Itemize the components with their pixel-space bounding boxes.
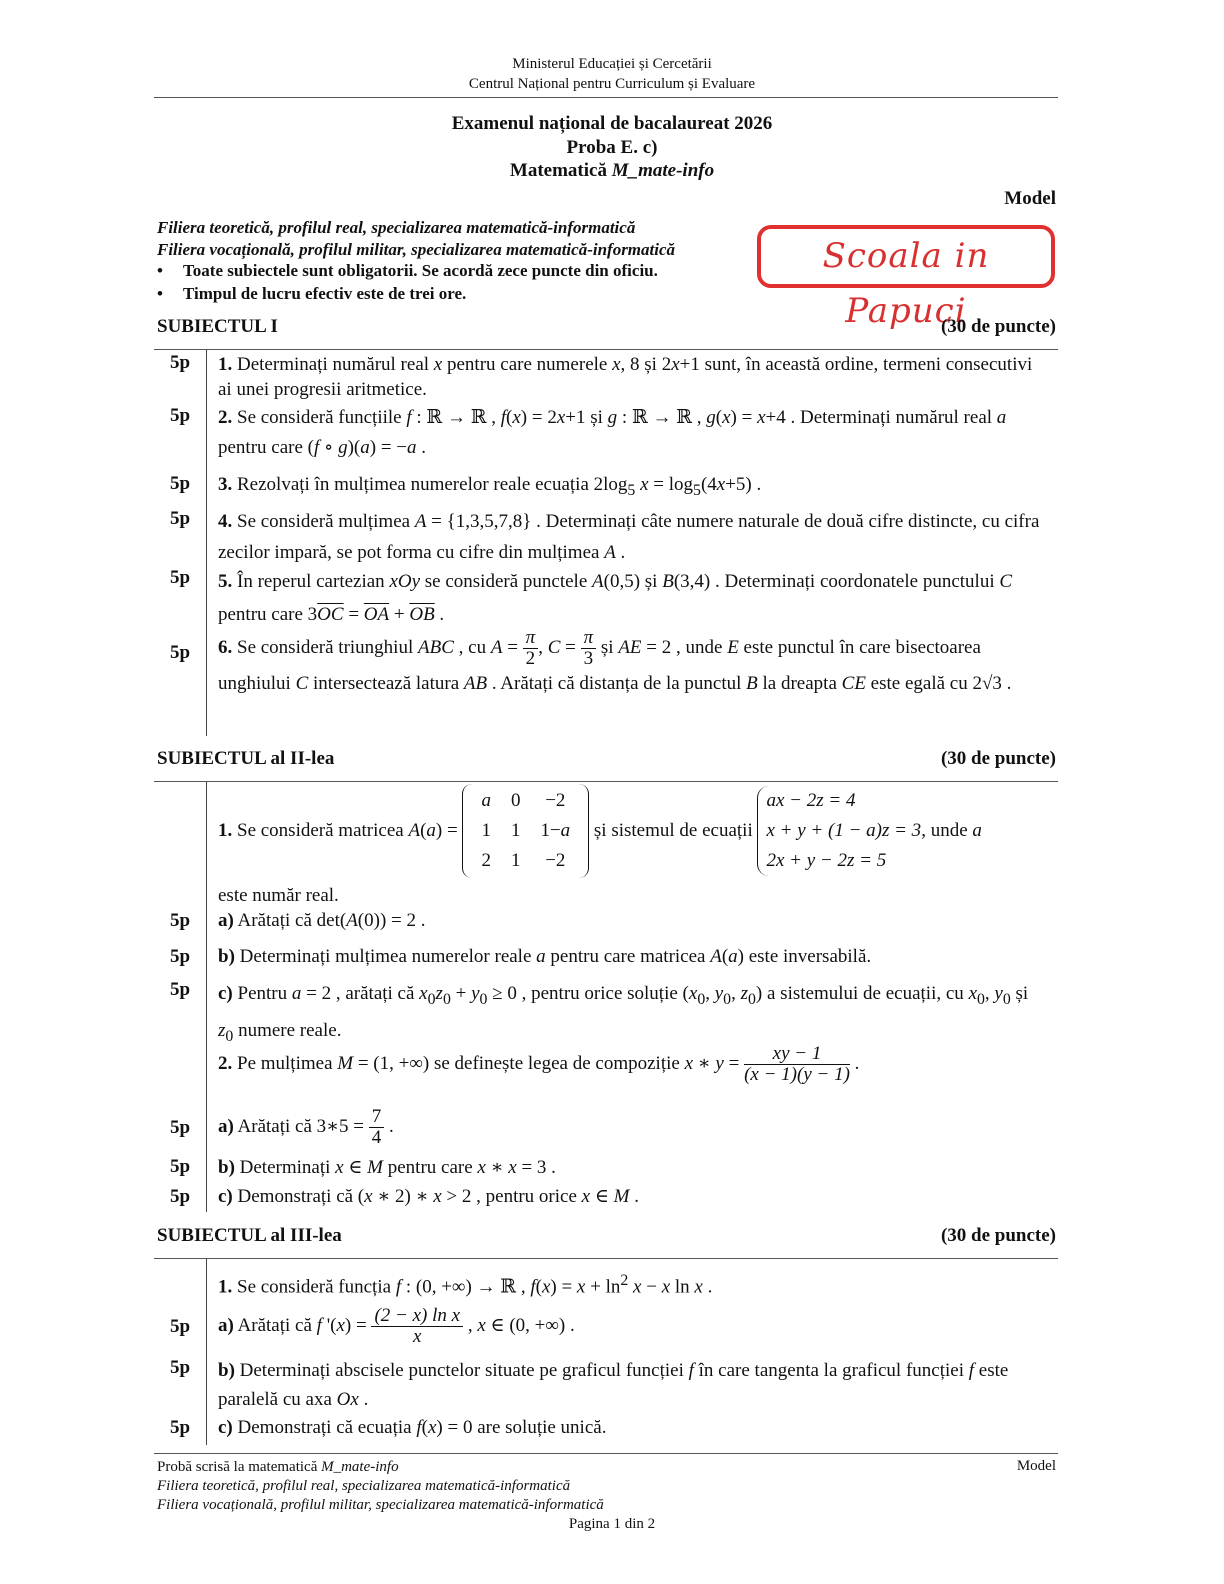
question-3-1a: a) Arătați că f '(x) = $\frac{\text{(2 − x) ln x}}{x}$ , x ∈ (0, +∞) . xyxy=(218,1305,575,1348)
info-line-1: Filiera teoretică, profilul real, specializarea matematică-informatică xyxy=(157,218,636,237)
subject-name: Matematică xyxy=(509,160,607,181)
section-1-margin xyxy=(206,350,207,736)
question-2-2c: c) Demonstrați că (x ∗ 2) ∗ x > 2 , pentru orice x ∈ M . xyxy=(218,1186,639,1207)
score-2-2c: 5p xyxy=(170,1186,191,1207)
score-2-1b: 5p xyxy=(170,946,191,967)
score-2-1a: 5p xyxy=(170,910,191,931)
section-3-margin xyxy=(206,1259,207,1445)
score-1-6: 5p xyxy=(170,642,191,663)
score-1-1: 5p xyxy=(170,352,191,373)
equation-system: ax − 2z = 4 x + y + (1 − a)z = 3 2x + y − 2z = 5 xyxy=(757,786,921,876)
section-2-points: (30 de puncte) xyxy=(940,748,1056,769)
question-2-1c: c) Pentru a = 2 , arătați că $x_0z_0 + y_0 \ge 0$ , pentru orice soluție ($x_0$, $y_0$, $z_0$) a sistemului de ecuații, cu $x_0$, $y_0$ și $z_0$ numere reale. xyxy=(218,983,1029,1045)
section-1-title: SUBIECTUL I xyxy=(157,316,278,337)
section-2-title: SUBIECTUL al II-lea xyxy=(157,748,335,769)
question-1-2: 2. Se consideră funcțiile f : ℝ → ℝ , f(x) = 2x+1 și g : ℝ → ℝ , g(x) = x+4 . Determinați numărul real a pentru care (f ∘ g)(a) = −a . xyxy=(218,407,1007,458)
footer-line-2: Filiera teoretică, profilul real, specializarea matematică-informatică xyxy=(157,1478,571,1494)
footer-line-3: Filiera vocațională, profilul militar, specializarea matematică-informatică xyxy=(157,1497,604,1513)
question-3-1b: b) Determinați abscisele punctelor situate pe graficul funcției f în care tangenta la graficul funcției f este paralelă cu axa Ox . xyxy=(218,1360,1009,1410)
exam-subject xyxy=(0,159,1224,183)
section-2-rule xyxy=(154,781,1058,782)
exam-subtitle: Proba E. c) xyxy=(566,137,658,158)
question-2-1a: a) Arătați că det(A(0)) = 2 . xyxy=(218,910,426,931)
footer-rule xyxy=(154,1453,1058,1454)
info-bullet-1: • Toate subiectele sunt obligatorii. Se acordă zece puncte din oficiu. xyxy=(157,261,658,280)
exam-title: Examenul național de bacalaureat 2026 xyxy=(451,113,773,134)
ministry-name: Ministerul Educației și Cercetării xyxy=(512,56,712,72)
score-3-1a: 5p xyxy=(170,1316,191,1337)
footer-model: Model xyxy=(1016,1458,1056,1474)
model-label: Model xyxy=(1004,188,1056,209)
header-rule xyxy=(154,97,1058,98)
question-2-2a: a) Arătați că 3∗5 = $\frac{7}{4}$ . xyxy=(218,1106,394,1149)
matrix-a: a 0 −2 1 1 1−a 2 1 −2 xyxy=(462,784,589,878)
question-1-3: 3. Rezolvați în mulțimea numerelor reale ecuația $2\log_5$ $x = \log_5(4x+5)$ . xyxy=(218,474,762,499)
score-1-4: 5p xyxy=(170,508,191,529)
section-3-title: SUBIECTUL al III-lea xyxy=(157,1225,342,1246)
score-1-5: 5p xyxy=(170,567,191,588)
question-2-2: 2. Pe mulțimea M = (1, +∞) se definește legea de compoziție x ∗ y = $\frac{xy - 1}{(x - 1)(y - 1)}$ . xyxy=(218,1043,860,1086)
question-1-4: 4. Se consideră mulțimea A = {1,3,5,7,8} . Determinați câte numere naturale de două cifre distincte, cu cifra zecilor impară, se pot forma cu cifre din mulțimea A . xyxy=(218,511,1040,563)
question-1-1: 1. Determinați numărul real x pentru care numerele x, 8 și 2x+1 sunt, în această ordine, termeni consecutivi ai unei progresii aritmetice. xyxy=(218,354,1033,400)
subject-variant: M_mate-info xyxy=(611,160,715,181)
question-2-2b: b) Determinați x ∈ M pentru care x ∗ x = 3 . xyxy=(218,1157,556,1178)
section-2-margin xyxy=(206,782,207,1212)
score-1-2: 5p xyxy=(170,405,191,426)
school-logo: Scoala in Papuci xyxy=(757,225,1055,288)
info-bullet-2: • Timpul de lucru efectiv este de trei ore. xyxy=(157,284,467,303)
question-3-1c: c) Demonstrați că ecuația f(x) = 0 are soluție unică. xyxy=(218,1417,607,1438)
question-2-1: 1. Se consideră matricea A(a) = a 0 −2 1 1 1−a 2 1 −2 și sistemul de ecuații ax − 2z = 4 x + y + (1 − a)z = 3 2x + y − 2z = 5 , unde a este număr real. xyxy=(218,784,1048,908)
score-2-2a: 5p xyxy=(170,1117,191,1138)
score-1-3: 5p xyxy=(170,473,191,494)
score-3-1b: 5p xyxy=(170,1357,191,1378)
score-3-1c: 5p xyxy=(170,1417,191,1438)
question-3-1: 1. Se consideră funcția f : (0, +∞) → ℝ , $f(x) = x + \ln^2 x - x$ ln x . xyxy=(218,1272,713,1298)
question-1-6: 6. Se consideră triunghiul ABC , cu A = $\frac{\pi}{2}$ , C = $\frac{\pi}{3}$ și AE = 2 , unde E este punctul în care bisectoarea unghiului C intersectează latura AB . Arătați că distanța de la punctul B la dreapta CE este egală cu 2√3 . xyxy=(218,627,1012,694)
footer-line-1: Probă scrisă la matematică M_mate-info xyxy=(157,1459,399,1475)
section-1-rule xyxy=(154,349,1058,350)
question-1-5: 5. În reperul cartezian xOy se consideră punctele A(0,5) și B(3,4) . Determinați coordonatele punctului C pentru care $3\overline{OC} = \overline{OA} + \overline{OB}$ . xyxy=(218,571,1013,625)
score-2-2b: 5p xyxy=(170,1156,191,1177)
center-name: Centrul Național pentru Curriculum și Evaluare xyxy=(468,76,756,92)
page-number: Pagina 1 din 2 xyxy=(568,1516,656,1532)
score-2-1c: 5p xyxy=(170,979,191,1000)
question-2-1b: b) Determinați mulțimea numerelor reale a pentru care matricea A(a) este inversabilă. xyxy=(218,946,872,967)
info-line-2: Filiera vocațională, profilul militar, specializarea matematică-informatică xyxy=(157,240,676,259)
section-3-points: (30 de puncte) xyxy=(940,1225,1056,1246)
section-1-points: (30 de puncte) xyxy=(940,316,1056,337)
section-3-rule xyxy=(154,1258,1058,1259)
